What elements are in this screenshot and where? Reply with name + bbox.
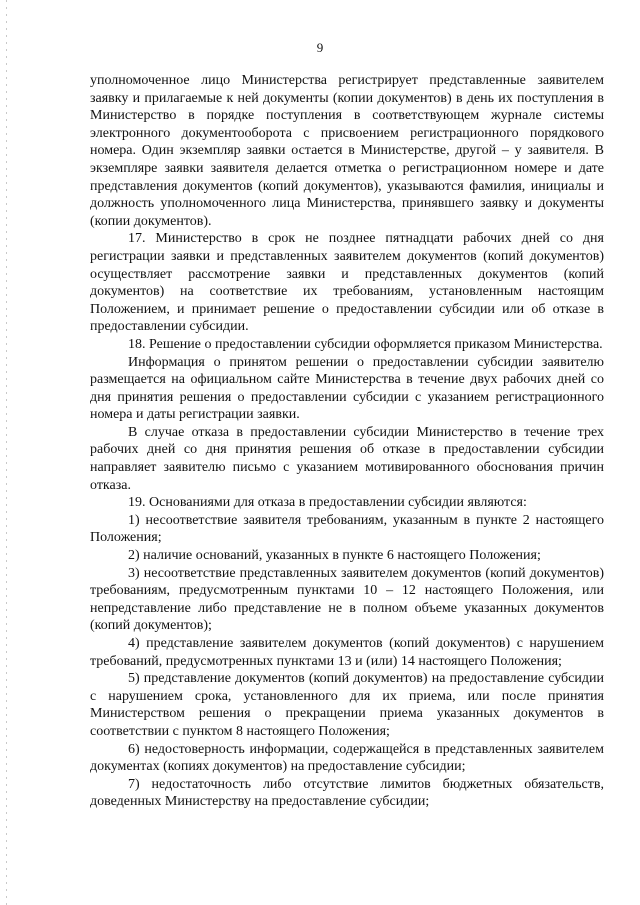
list-item-2: 2) наличие оснований, указанных в пункте 6 настоящего Положения; [128,548,541,564]
paragraph-continuation: уполномоченное лицо Министерства регистрирует представленные заявителем заявку и прилагаемые к ней документы (копии документов) в день их поступления в Министерство в порядке поступления в соответствующем журнале системы электронного документооборота с присвоением регистрационного порядкового номера. Один экземпляр заявки остается в Министерстве, другой – у заявителя. В экземпляре заявки заявителя делается отметка о регистрационном номере и дате представления документов (копий документов), указываются фамилия, инициалы и должность уполномоченного лица Министерства, принявшего заявку и документы (копии документов). [90,73,604,229]
document-body [90,72,604,811]
paragraph-item-19: 19. Основаниями для отказа в предоставлении субсидии являются: [128,495,527,511]
scan-edge-shadow [6,0,7,905]
page-number: 9 [316,40,324,55]
list-item-1: 1) несоответствие заявителя требованиям, указанным в пункте 2 настоящего Положения; [90,512,604,546]
list-item-7: 7) недостаточность либо отсутствие лимитов бюджетных обязательств, доведенных Министерству на предоставление субсидии; [90,776,604,810]
list-item-4: 4) представление заявителем документов (копий документов) с нарушением требований, предусмотренных пунктами 13 и (или) 14 настоящего Положения; [90,636,604,669]
list-item-3: 3) несоответствие представленных заявителем документов (копий документов) требованиям, предусмотренным пунктами 10 – 12 настоящего Положения, или непредставление либо представление не в полном объеме указанных документов (копий документов); [90,565,604,634]
paragraph-item-17: 17. Министерство в срок не позднее пятнадцати рабочих дней со дня регистрации заявки и представленных заявителем документов (копий документов) осуществляет рассмотрение заявки и представленных документов (копий документов) на соответствие их требованиям, установленным настоящим Положением, и принимает решение о предоставлении субсидии или об отказе в предоставлении субсидии. [90,231,604,335]
paragraph-refusal-notice: В случае отказа в предоставлении субсидии Министерство в течение трех рабочих дней со дня принятия решения об отказе в предоставлении субсидии направляет заявителю письмо с указанием мотивированного обоснования причин отказа. [90,424,604,493]
list-item-6: 6) недостоверность информации, содержащейся в представленных заявителем документах (копиях документов) на предоставление субсидии; [90,741,604,775]
list-item-5: 5) представление документов (копий документов) на предоставление субсидии с нарушением срока, установленного для их приема, или после принятия Министерством решения о прекращении приема указанных документов в соответствии с пунктом 8 настоящего Положения; [90,671,604,739]
paragraph-item-18: 18. Решение о предоставлении субсидии оформляется приказом Министерства. [128,336,603,352]
paragraph-info-publication: Информация о принятом решении о предоставлении субсидии заявителю размещается на официальном сайте Министерства в течение двух рабочих дней со дня принятия решения о предоставлении субсидии с указанием регистрационного номера и даты регистрации заявки. [90,354,604,423]
